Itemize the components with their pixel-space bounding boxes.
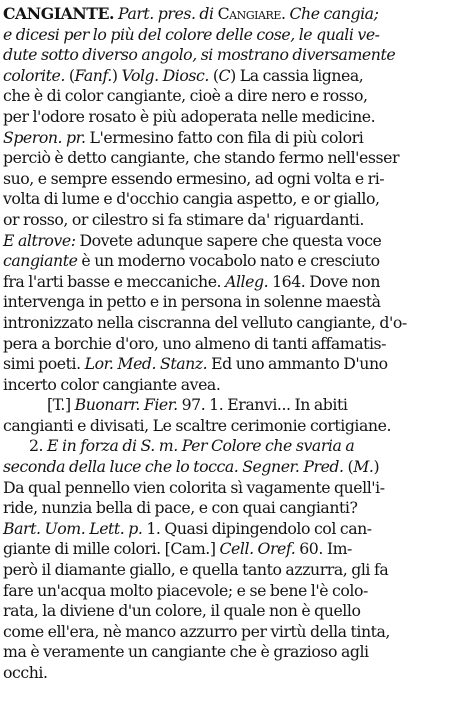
entry-line	[3, 519, 465, 540]
entry-line	[3, 272, 465, 293]
entry-line	[3, 45, 465, 66]
entry-text-segment: Che cangia;	[289, 4, 379, 23]
entry-line	[3, 539, 465, 560]
entry-text-segment: Bart. Uom. Lett. p.	[3, 518, 143, 538]
entry-text-segment: pera a borchie d'oro, uno almeno di tanti affamatis-	[3, 333, 387, 353]
entry-text-segment: intronizzato nella ciscranna del velluto cangiante, d'o-	[3, 312, 407, 332]
entry-text-segment: )	[111, 65, 122, 85]
entry-text-segment: Cell. Oref.	[219, 539, 296, 559]
entry-text-segment: Buonarr. Fier.	[74, 395, 178, 415]
entry-text-segment: rata, la diviene d'un colore, il quale non è quello	[3, 601, 361, 621]
entry-text-segment: Part. pres. di	[118, 4, 218, 23]
entry-line	[3, 292, 465, 313]
entry-line	[3, 169, 465, 190]
entry-text-segment: ma è veramente un cangiante che è grazioso agli	[3, 642, 369, 662]
entry-text-segment: 97. 1. Eranvi... In abiti	[177, 395, 348, 415]
entry-text-segment: incerto color cangiante avea.	[3, 374, 221, 394]
entry-text-segment: (	[68, 65, 75, 85]
entry-text-segment: 2.	[29, 436, 48, 456]
entry-line	[3, 107, 465, 128]
entry-text-segment: L'ermesino fatto con fila di più colori	[85, 127, 364, 147]
entry-text-segment: [T.]	[47, 395, 75, 415]
entry-line	[3, 581, 465, 602]
entry-text-segment: or rosso, or cilestro si fa stimare da' riguardanti.	[3, 209, 364, 229]
entry-text-segment: Da qual pennello vien colorita sì vagamente quell'i-	[3, 477, 385, 497]
entry-line	[3, 189, 465, 210]
entry-text-segment: M.	[353, 457, 374, 477]
entry-line	[3, 498, 465, 519]
entry-text-segment: .	[280, 4, 290, 23]
entry-text-segment: 1. Quasi dipingendolo col can-	[142, 518, 372, 538]
entry-text-segment: giante di mille colori. [Cam.]	[3, 539, 220, 559]
entry-line	[3, 313, 465, 334]
entry-text-segment: E altrove:	[3, 230, 76, 250]
entry-line	[3, 436, 465, 457]
entry-text-segment: (	[208, 65, 219, 85]
entry-line	[3, 66, 465, 87]
entry-text-segment: ) La cassia lignea,	[230, 65, 364, 85]
entry-text-segment: Ed uno ammanto D'uno	[207, 354, 388, 374]
entry-line	[3, 334, 465, 355]
entry-text-segment: Volg. Diosc.	[121, 65, 209, 85]
entry-text-segment: dute sotto diverso angolo, si mostrano diversamente	[3, 45, 396, 65]
entry-text-segment: intervenga in petto e in persona in solenne maestà	[3, 292, 381, 312]
entry-line	[3, 478, 465, 499]
entry-text-segment: Cangiare	[217, 4, 281, 23]
entry-text-segment: è un moderno vocabolo nato e cresciuto	[77, 251, 380, 271]
entry-line	[3, 354, 465, 375]
entry-line	[3, 251, 465, 272]
entry-text-segment: C	[218, 65, 231, 85]
entry-line	[3, 86, 465, 107]
entry-text-segment: però il diamante giallo, e quella tanto azzurra, gli fa	[3, 560, 389, 580]
entry-text-segment: cangiante	[3, 251, 78, 271]
entry-text-segment: occhi.	[3, 663, 48, 682]
entry-line	[3, 4, 465, 25]
entry-line	[3, 457, 465, 478]
entry-text-segment: 164. Dove non	[268, 271, 380, 291]
entry-line	[3, 622, 465, 643]
entry-text-segment: perciò è detto cangiante, che stando fermo nell'esser	[3, 148, 400, 168]
entry-text-segment: Speron. pr.	[3, 127, 86, 147]
entry-text-segment: volta di lume e d'occhio cangia aspetto, e or giallo,	[3, 189, 380, 209]
entry-text-segment: fare un'acqua molto piacevole; e se bene l'è colo-	[3, 580, 368, 600]
entry-text-segment: CANGIANTE.	[3, 4, 115, 23]
entry-line	[3, 375, 465, 396]
entry-text-segment: Dovete adunque sapere che questa voce	[75, 230, 382, 250]
entry-text-segment: fra l'arti basse e meccaniche.	[3, 271, 226, 291]
entry-line	[3, 642, 465, 663]
entry-line	[3, 148, 465, 169]
entry-text-segment: Alleg.	[225, 271, 269, 291]
entry-text-segment: Lor. Med. Stanz.	[84, 354, 208, 374]
entry-line	[3, 128, 465, 149]
entry-line	[3, 663, 465, 684]
entry-line	[3, 231, 465, 252]
entry-text-segment: come ell'era, nè manco azzurro per virtù della tinta,	[3, 621, 390, 641]
entry-text-segment: E in forza di S. m. Per Colore che svaria a	[47, 436, 355, 456]
entry-text-segment: che è di color cangiante, cioè a dire nero e rosso,	[3, 86, 368, 106]
entry-text-segment: ride, nunzia bella di pace, e con quai cangianti?	[3, 498, 358, 518]
entry-line	[3, 210, 465, 231]
entry-text-segment: per l'odore rosato è più adoperata nelle medicine.	[3, 106, 376, 126]
entry-line	[3, 601, 465, 622]
entry-text-segment: (	[343, 457, 354, 477]
entry-line	[3, 395, 465, 416]
entry-line	[3, 560, 465, 581]
entry-text-segment: suo, e sempre essendo ermesino, ad ogni volta e ri-	[3, 168, 385, 188]
entry-text-segment: 60. Im-	[295, 539, 352, 559]
dictionary-entry	[3, 4, 465, 684]
entry-text-segment: e dicesi per lo più del colore delle cose, le quali ve-	[3, 24, 380, 44]
entry-text-segment: colorite.	[3, 65, 69, 85]
entry-text-segment: seconda della luce che lo tocca. Segner. Pred.	[3, 457, 344, 477]
entry-line	[3, 25, 465, 46]
entry-text-segment: )	[373, 457, 380, 477]
entry-text-segment: cangianti e divisati, Le scaltre cerimonie cortigiane.	[3, 415, 392, 435]
entry-text-segment: simi poeti.	[3, 354, 85, 374]
entry-text-segment: Fanf.	[74, 65, 112, 85]
entry-line	[3, 416, 465, 437]
